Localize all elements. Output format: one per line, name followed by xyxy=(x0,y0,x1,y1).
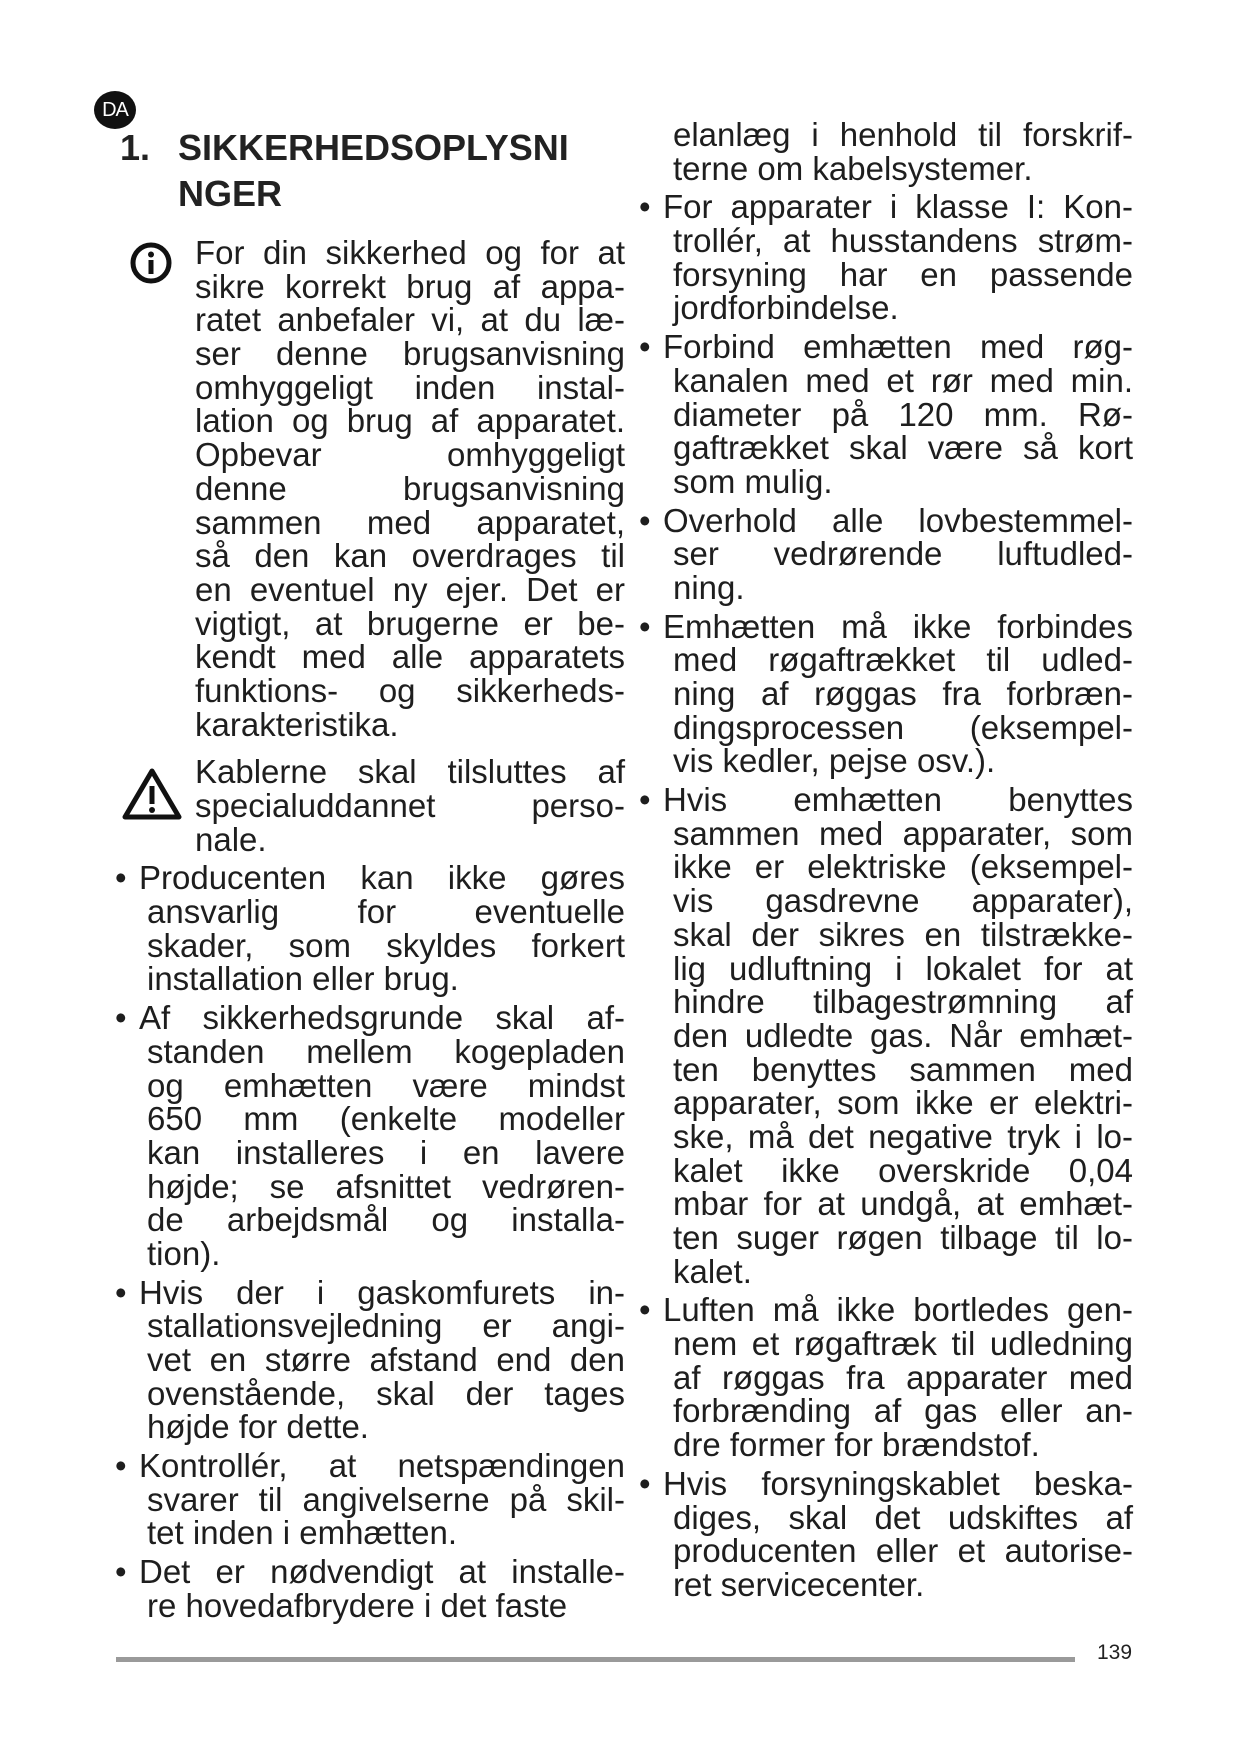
text-line: 650 mm (enkelte modeller xyxy=(147,1100,625,1138)
text-line: diameter på 120 mm. Rø- xyxy=(673,395,1133,433)
text-line: lig udluftning i lokalet for at xyxy=(673,949,1133,987)
bullet-marker: • xyxy=(115,1447,127,1485)
text-line: ning. xyxy=(673,568,745,606)
section-title-line1: SIKKERHEDSOPLYSNI xyxy=(178,127,569,168)
right-column xyxy=(0,118,1133,1602)
text-line: dre former for brændstof. xyxy=(673,1426,1040,1464)
text-line: sammen med apparatet, xyxy=(195,503,625,541)
text-line: jordforbindelse. xyxy=(673,289,899,327)
text-line: • For apparater i klasse I: Kon- xyxy=(639,188,1133,226)
text-line: ten benyttes sammen med xyxy=(673,1050,1133,1088)
text-line: • Overhold alle lovbestemmel- xyxy=(639,501,1133,539)
text-line: • Emhætten må ikke forbindes xyxy=(639,607,1133,645)
text-line: forsyning har en passende xyxy=(673,255,1133,293)
section-title-line2: NGER xyxy=(178,173,283,214)
text-line: • Kontrollér, at netspændingen xyxy=(115,1447,625,1485)
bullet-marker: • xyxy=(115,1553,127,1591)
text-line: sammen med apparater, som xyxy=(673,814,1133,852)
text-line: standen mellem kogepladen xyxy=(147,1032,625,1070)
text-line: denne brugsanvisning xyxy=(195,469,625,507)
text-line: de arbejdsmål og installa- xyxy=(147,1201,625,1239)
text-line: trollér, at husstandens strøm- xyxy=(673,222,1133,260)
bullet-marker: • xyxy=(639,1464,651,1502)
text-line: omhyggeligt inden instal- xyxy=(195,368,625,406)
text-line: • Forbind emhætten med røg- xyxy=(639,328,1133,366)
text-line: vis kedler, pejse osv.). xyxy=(673,742,996,780)
text-line: • Det er nødvendigt at installe- xyxy=(115,1553,625,1591)
bullet-marker: • xyxy=(639,781,651,819)
text-line: ser vedrørende luftudled- xyxy=(673,535,1133,573)
text-line: stallationsvejledning er angi- xyxy=(147,1307,625,1345)
text-line: • Af sikkerhedsgrunde skal af- xyxy=(115,999,625,1037)
continuation-paragraph xyxy=(673,118,1133,185)
footer-rule xyxy=(116,1657,1075,1662)
text-line: ovenstående, skal der tages xyxy=(147,1374,625,1412)
bullet-marker: • xyxy=(115,1273,127,1311)
bullet-item xyxy=(639,188,1133,327)
text-line: installation eller brug. xyxy=(147,960,459,998)
bullet-item xyxy=(639,501,1133,606)
text-line: • Producenten kan ikke gøres xyxy=(115,859,625,897)
language-badge: DA xyxy=(94,91,136,129)
text-line: • Hvis der i gaskomfurets in- xyxy=(115,1273,625,1311)
text-line: dingsprocessen (eksempel- xyxy=(673,708,1133,746)
text-line: ning af røggas fra forbræn- xyxy=(673,675,1133,712)
bullet-marker: • xyxy=(639,607,651,645)
text-line: Kablerne skal tilsluttes af xyxy=(195,753,625,791)
text-line: skader, som skyldes forkert xyxy=(147,926,625,964)
text-line: lation og brug af apparatet. xyxy=(195,402,625,440)
text-line: producenten eller et autorise- xyxy=(673,1532,1133,1570)
text-line: svarer til angivelserne på skil- xyxy=(147,1480,625,1518)
page-number: 139 xyxy=(1097,1641,1133,1664)
text-line: tion). xyxy=(147,1234,221,1272)
text-line: kalet ikke overskride 0,04 xyxy=(673,1151,1133,1189)
text-line: sikre korrekt brug af appa- xyxy=(195,267,625,305)
text-line: ske, må det negative tryk i lo- xyxy=(673,1117,1133,1155)
text-line: hindre tilbagestrømning af xyxy=(673,983,1133,1021)
text-line: af røggas fra apparater med xyxy=(673,1358,1133,1396)
text-line: en eventuel ny ejer. Det er xyxy=(195,570,625,608)
text-line: ratet anbefaler vi, at du læ- xyxy=(195,301,625,339)
text-line: vis gasdrevne apparater), xyxy=(673,882,1133,920)
text-line: højde for dette. xyxy=(147,1408,369,1446)
text-line: vet en større afstand end den xyxy=(147,1341,625,1378)
text-line: med røgaftrækket til udled- xyxy=(673,641,1133,679)
bullet-item xyxy=(639,1291,1133,1464)
text-line: ser denne brugsanvisning xyxy=(195,335,625,373)
text-line: så den kan overdrages til xyxy=(195,537,625,575)
text-line: funktions- og sikkerheds- xyxy=(195,671,625,709)
text-line: re hovedafbrydere i det faste xyxy=(147,1586,568,1624)
text-line: karakteristika. xyxy=(195,705,399,743)
text-line: nale. xyxy=(195,820,267,858)
bullet-item xyxy=(639,1464,1133,1603)
bullet-marker: • xyxy=(115,859,127,897)
text-line: Opbevar omhyggeligt xyxy=(195,436,625,474)
bullet-item xyxy=(639,781,1133,1290)
text-line: For din sikkerhed og for at xyxy=(195,234,625,271)
text-line: apparater, som ikke er elektri- xyxy=(673,1084,1133,1122)
text-line: skal der sikres en tilstrække- xyxy=(673,915,1133,953)
text-line: diges, skal det udskiftes af xyxy=(673,1498,1133,1536)
text-line: ansvarlig for eventuelle xyxy=(147,893,625,931)
bullet-marker: • xyxy=(115,999,127,1037)
text-line: elanlæg i henhold til forskrif- xyxy=(673,116,1133,153)
text-line: den udledte gas. Når emhæt- xyxy=(673,1016,1133,1054)
text-line: • Luften må ikke bortledes gen- xyxy=(639,1291,1133,1329)
section-number: 1. xyxy=(120,127,151,168)
text-line: og emhætten være mindst xyxy=(147,1066,625,1104)
text-line: vigtigt, at brugerne er be- xyxy=(195,604,625,642)
text-line: terne om kabelsystemer. xyxy=(673,149,1033,187)
text-line: ten suger røgen tilbage til lo- xyxy=(673,1219,1133,1256)
text-line: højde; se afsnittet vedrøren- xyxy=(147,1167,625,1205)
text-line: ikke er elektriske (eksempel- xyxy=(673,848,1133,886)
text-line: ret servicecenter. xyxy=(673,1565,925,1603)
text-line: nem et røgaftræk til udledning xyxy=(673,1325,1133,1363)
text-line: som mulig. xyxy=(673,462,833,500)
bullet-marker: • xyxy=(639,1291,651,1329)
text-line: kanalen med et rør med min. xyxy=(673,361,1133,399)
text-line: mbar for at undgå, at emhæt- xyxy=(673,1185,1133,1223)
bullet-marker: • xyxy=(639,188,651,226)
text-line: forbrænding af gas eller an- xyxy=(673,1392,1133,1430)
text-line: tet inden i emhætten. xyxy=(147,1514,458,1552)
text-line: kendt med alle apparatets xyxy=(195,638,625,676)
text-line: kan installeres i en lavere xyxy=(147,1133,625,1171)
bullet-item xyxy=(639,328,1133,500)
bullet-marker: • xyxy=(639,501,651,539)
text-line: • Hvis emhætten benyttes xyxy=(639,781,1133,819)
text-line: • Hvis forsyningskablet beska- xyxy=(639,1464,1133,1502)
text-line: gaftrækket skal være så kort xyxy=(673,429,1133,467)
bullet-marker: • xyxy=(639,328,651,366)
bullet-item xyxy=(639,607,1133,780)
text-line: kalet. xyxy=(673,1252,752,1290)
text-line: specialuddannet perso- xyxy=(195,787,625,824)
